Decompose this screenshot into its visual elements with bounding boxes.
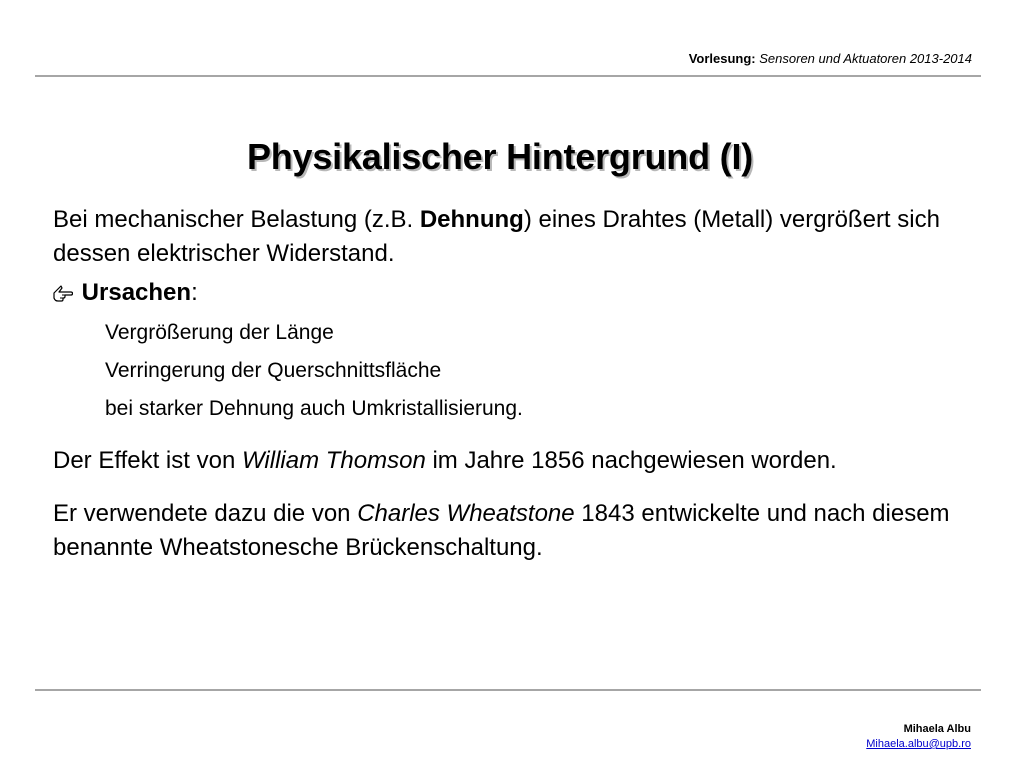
causes-label: Ursachen bbox=[81, 279, 192, 306]
intro-text-2: ) eines Drahtes (Metall) vergrößert sich dessen elektrischer Widerstand. bbox=[53, 206, 940, 267]
author-email-link[interactable]: Mihaela.albu@upb.ro bbox=[866, 738, 971, 750]
top-divider bbox=[35, 75, 981, 77]
hand-pointing-icon bbox=[53, 276, 75, 310]
footer bbox=[866, 722, 971, 752]
causes-colon: : bbox=[191, 279, 198, 306]
thomson-name: William Thomson bbox=[241, 447, 426, 474]
bottom-divider bbox=[35, 689, 981, 691]
intro-paragraph bbox=[53, 203, 973, 271]
intro-text-1: Bei mechanischer Belastung (z.B. bbox=[53, 206, 420, 233]
course-name: Sensoren und Aktuatoren 2013-2014 bbox=[759, 51, 972, 66]
thomson-text-1: Der Effekt ist von bbox=[53, 447, 242, 474]
cause-item: Verringerung der Querschnittsfläche bbox=[105, 359, 442, 382]
intro-bold-term: Dehnung bbox=[419, 206, 524, 233]
author-name: Mihaela Albu bbox=[903, 723, 971, 735]
wheatstone-text-1: Er verwendete dazu die von bbox=[53, 500, 358, 527]
thomson-text-2: im Jahre 1856 nachgewiesen worden. bbox=[425, 447, 837, 474]
wheatstone-name: Charles Wheatstone bbox=[357, 500, 575, 527]
header bbox=[689, 51, 972, 66]
slide-body bbox=[53, 203, 973, 565]
causes-heading bbox=[53, 276, 973, 310]
wheatstone-text-2: 1843 entwickelte und nach diesem benannte Wheatstonesche Brückenschaltung. bbox=[53, 500, 950, 561]
slide-title: Physikalischer Hintergrund (I) bbox=[246, 136, 754, 177]
cause-item: Vergrößerung der Länge bbox=[105, 321, 334, 344]
cause-item: bei starker Dehnung auch Umkristallisierung. bbox=[105, 397, 523, 420]
header-label: Vorlesung: bbox=[688, 51, 756, 66]
thomson-paragraph bbox=[53, 444, 973, 478]
wheatstone-paragraph bbox=[53, 497, 973, 565]
